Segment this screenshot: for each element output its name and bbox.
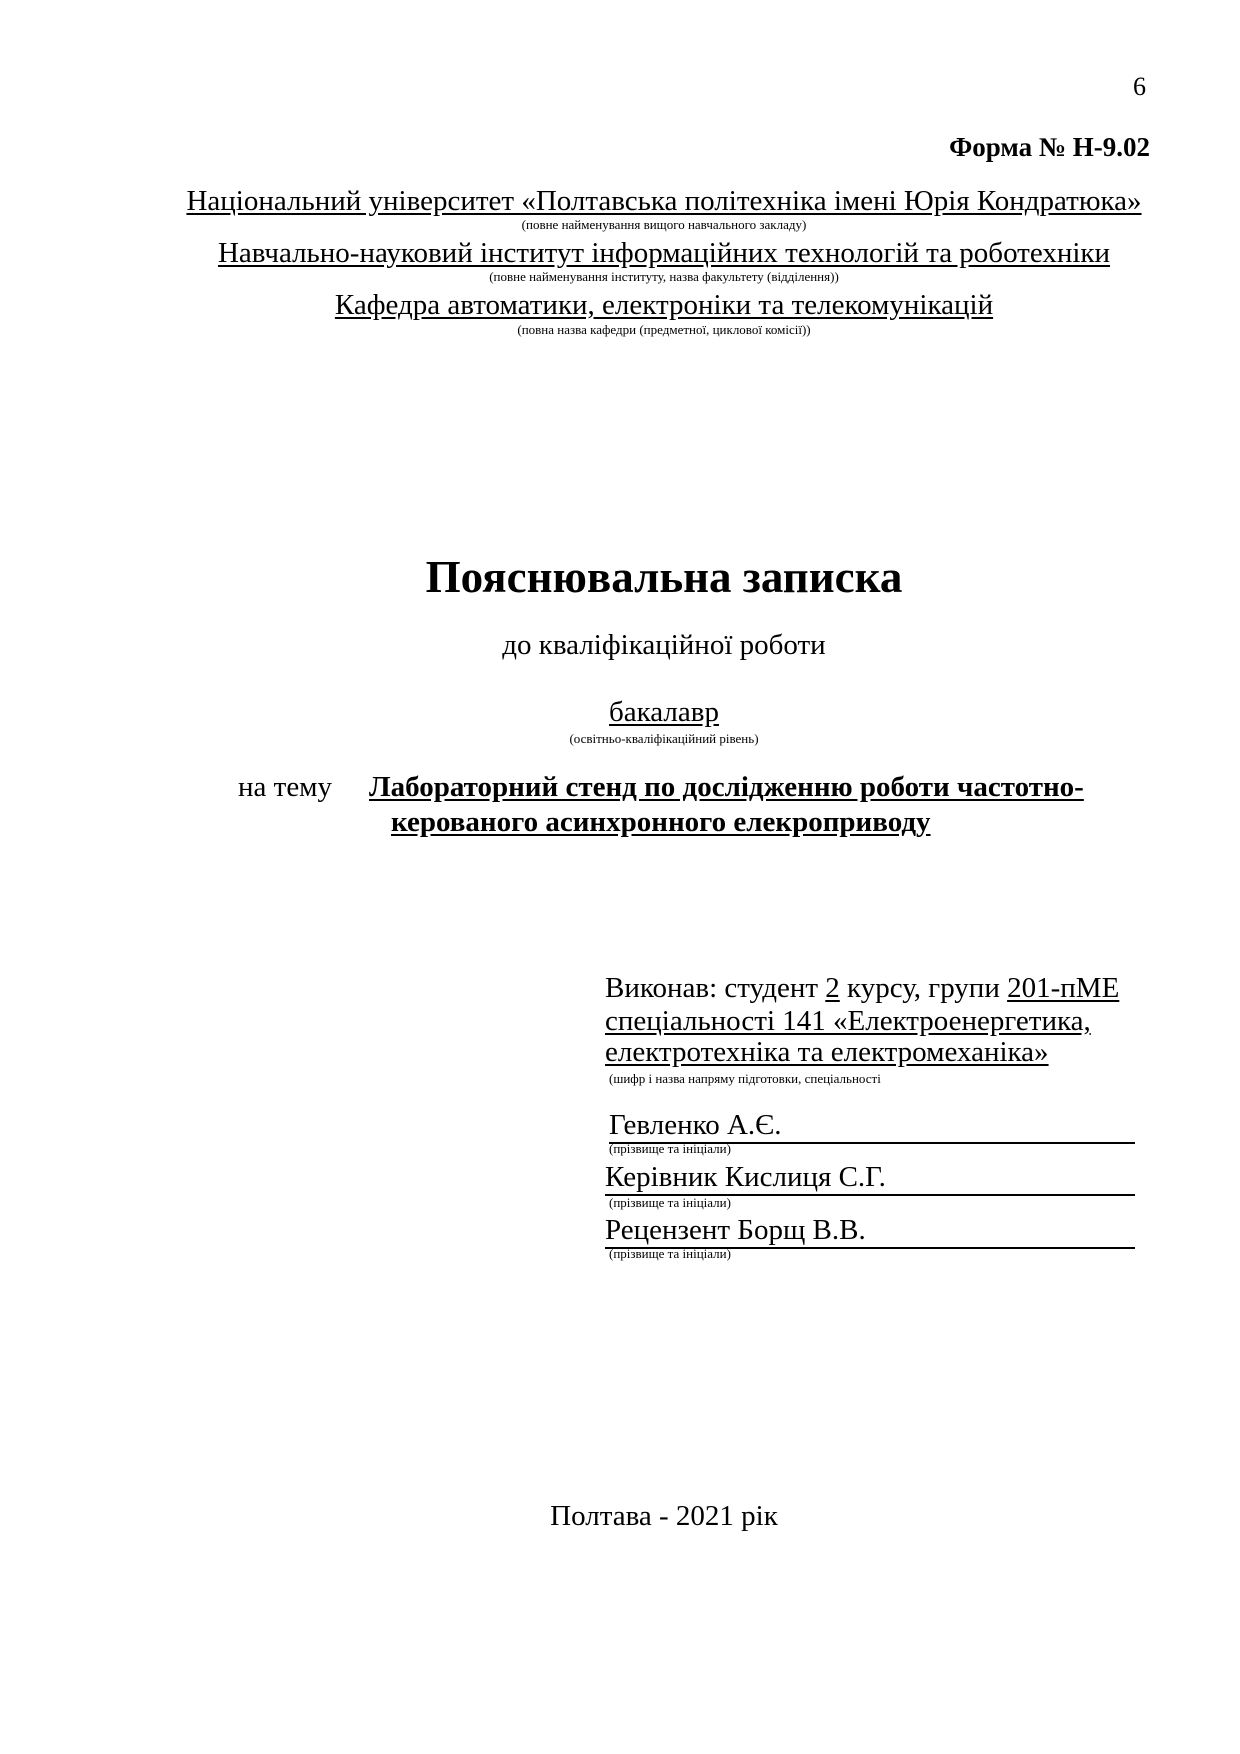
qualification-level: бакалавр [609,696,719,728]
specialty-line-2: електротехніка та електромеханіка» [605,1036,1049,1068]
qualification-level-caption: (освітньо-кваліфікаційний рівень) [569,731,759,746]
topic-label: на тему [238,771,333,803]
supervisor-name-caption: (прізвище та ініціали) [609,1195,731,1210]
department-name: Кафедра автоматики, електроніки та телекомунікацій [334,289,994,321]
institute-name: Навчально-науковий інститут інформаційних технологій та роботехніки [217,237,1111,269]
city-year: Полтава - 2021 рік [550,1500,778,1532]
student-name-caption: (прізвище та ініціали) [609,1141,731,1156]
page-number: 6 [1133,72,1146,101]
student-name: Гевленко А.Є. [609,1110,1135,1144]
university-name: Національний університет «Полтавська політехніка імені Юрія Кондратюка» [186,185,1142,217]
document-title: Пояснювальна записка [425,552,903,602]
author-prefix: Виконав: студент [605,972,826,1004]
topic-line-1: Лабораторний стенд по дослідженню роботи частотно- [369,771,1084,803]
supervisor-name: Керівник Кислиця С.Г. [605,1162,1135,1196]
course-number: 2 [825,972,840,1004]
author-line [605,972,1119,1005]
specialty-caption: (шифр і назва напряму підготовки, спеціальності [609,1071,881,1086]
group-number: 201-пМЕ [1007,972,1120,1004]
specialty-line-1: спеціальності 141 «Електроенергетика, [605,1005,1091,1037]
reviewer-name: Рецензент Борщ В.В. [605,1215,1135,1249]
university-caption: (повне найменування вищого навчального закладу) [521,217,807,232]
reviewer-name-caption: (прізвище та ініціали) [609,1246,731,1261]
course-suffix: курсу, групи [839,972,1008,1004]
document-subtitle: до кваліфікаційної роботи [502,629,826,661]
form-number: Форма № Н-9.02 [949,132,1150,162]
department-caption: (повна назва кафедри (предметної, циклової комісії)) [517,322,811,337]
institute-caption: (повне найменування інституту, назва факультету (відділення)) [489,269,839,284]
topic-line-2: керованого асинхронного елекроприводу [391,806,931,838]
